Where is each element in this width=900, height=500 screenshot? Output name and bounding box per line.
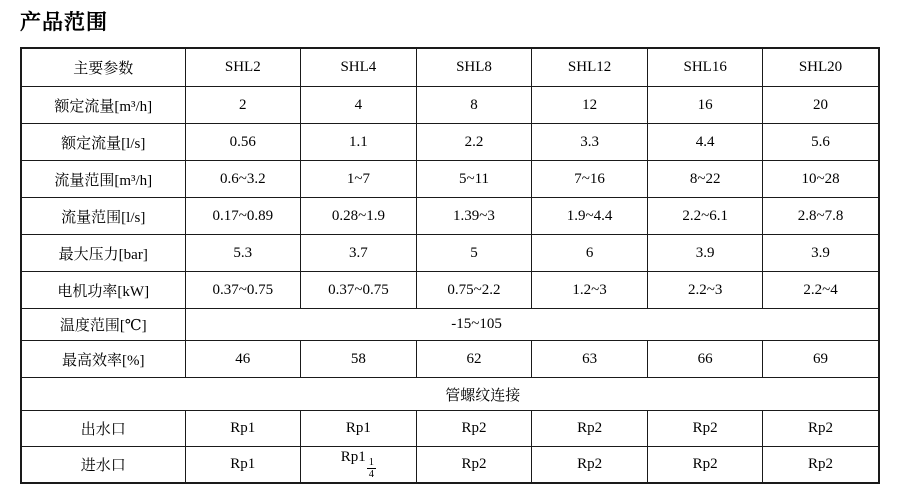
port-size-with-fraction — [340, 448, 376, 480]
value-cell: 2.2 — [416, 124, 532, 161]
table-row — [21, 411, 879, 447]
table-row — [21, 161, 879, 198]
fraction-numerator: 1 — [368, 456, 375, 468]
value-cell: 3.3 — [532, 124, 648, 161]
header-cell-model: SHL8 — [416, 48, 532, 87]
connection-type-label: 管螺纹连接 — [445, 387, 521, 404]
page-title: 产品范围 — [20, 11, 108, 34]
table-row — [21, 235, 879, 272]
value-cell: 63 — [532, 341, 648, 378]
row-label-cell: 最大压力[bar] — [21, 235, 185, 272]
header-cell-model: SHL12 — [532, 48, 648, 87]
value-cell: 2.2~3 — [647, 272, 763, 309]
table-row — [21, 378, 879, 411]
fraction-denominator: 4 — [368, 469, 375, 480]
value-cell: Rp2 — [416, 447, 532, 484]
row-label-cell: 额定流量[l/s] — [21, 124, 185, 161]
value-cell: 2.8~7.8 — [763, 198, 879, 235]
value-cell: 3.7 — [301, 235, 417, 272]
value-cell: Rp2 — [532, 411, 648, 447]
value-cell: Rp1 — [185, 411, 301, 447]
row-label-cell: 出水口 — [21, 411, 185, 447]
row-label-cell: 额定流量[m³/h] — [21, 87, 185, 124]
value-cell: Rp2 — [647, 411, 763, 447]
header-cell-model: SHL20 — [763, 48, 879, 87]
value-cell: 0.6~3.2 — [185, 161, 301, 198]
value-cell: 0.28~1.9 — [301, 198, 417, 235]
product-range-table — [20, 47, 880, 484]
row-label-cell: 电机功率[kW] — [21, 272, 185, 309]
table-header-row — [21, 48, 879, 87]
value-cell: Rp1 — [301, 411, 417, 447]
value-cell: 1.1 — [301, 124, 417, 161]
value-cell: 62 — [416, 341, 532, 378]
table-row — [21, 87, 879, 124]
port-size-base: Rp1 — [340, 448, 366, 465]
row-label-cell: 进水口 — [21, 447, 185, 484]
header-cell-parameter: 主要参数 — [21, 48, 185, 87]
value-cell: 5.6 — [763, 124, 879, 161]
value-cell: 0.56 — [185, 124, 301, 161]
value-cell: 0.37~0.75 — [301, 272, 417, 309]
value-cell: 4 — [301, 87, 417, 124]
value-cell — [301, 447, 417, 484]
merged-value: -15~105 — [451, 316, 502, 332]
value-cell: 5~11 — [416, 161, 532, 198]
value-cell: Rp2 — [416, 411, 532, 447]
value-cell: 3.9 — [647, 235, 763, 272]
value-cell: 69 — [763, 341, 879, 378]
value-cell: 66 — [647, 341, 763, 378]
value-cell: 3.9 — [763, 235, 879, 272]
table-row — [21, 272, 879, 309]
value-cell: Rp2 — [763, 411, 879, 447]
value-cell: 5.3 — [185, 235, 301, 272]
value-cell: 0.37~0.75 — [185, 272, 301, 309]
value-cell: 2.2~6.1 — [647, 198, 763, 235]
table-row — [21, 198, 879, 235]
header-cell-model: SHL16 — [647, 48, 763, 87]
header-cell-model: SHL2 — [185, 48, 301, 87]
table-row — [21, 341, 879, 378]
value-cell: 0.75~2.2 — [416, 272, 532, 309]
value-cell: 1.9~4.4 — [532, 198, 648, 235]
table-row — [21, 124, 879, 161]
connection-type-cell — [21, 378, 879, 411]
value-cell: 2.2~4 — [763, 272, 879, 309]
row-label-cell: 流量范围[m³/h] — [21, 161, 185, 198]
table-row — [21, 309, 879, 341]
value-cell: 10~28 — [763, 161, 879, 198]
value-cell: 7~16 — [532, 161, 648, 198]
value-cell: Rp2 — [532, 447, 648, 484]
value-cell: 6 — [532, 235, 648, 272]
value-cell: 8 — [416, 87, 532, 124]
row-label-cell: 流量范围[l/s] — [21, 198, 185, 235]
value-cell: 1~7 — [301, 161, 417, 198]
value-cell: 1.39~3 — [416, 198, 532, 235]
value-cell: Rp2 — [763, 447, 879, 484]
value-cell: 58 — [301, 341, 417, 378]
value-cell: 2 — [185, 87, 301, 124]
row-label-cell: 最高效率[%] — [21, 341, 185, 378]
header-cell-model: SHL4 — [301, 48, 417, 87]
merged-value-cell — [185, 309, 879, 341]
value-cell: 16 — [647, 87, 763, 124]
value-cell: Rp1 — [185, 447, 301, 484]
value-cell: 5 — [416, 235, 532, 272]
value-cell: 46 — [185, 341, 301, 378]
row-label-cell: 温度范围[℃] — [21, 309, 185, 341]
value-cell: 1.2~3 — [532, 272, 648, 309]
value-cell: 0.17~0.89 — [185, 198, 301, 235]
fraction — [367, 457, 376, 480]
table-row — [21, 447, 879, 484]
value-cell: 4.4 — [647, 124, 763, 161]
value-cell: 8~22 — [647, 161, 763, 198]
value-cell: Rp2 — [647, 447, 763, 484]
value-cell: 20 — [763, 87, 879, 124]
value-cell: 12 — [532, 87, 648, 124]
table-body — [21, 48, 879, 483]
